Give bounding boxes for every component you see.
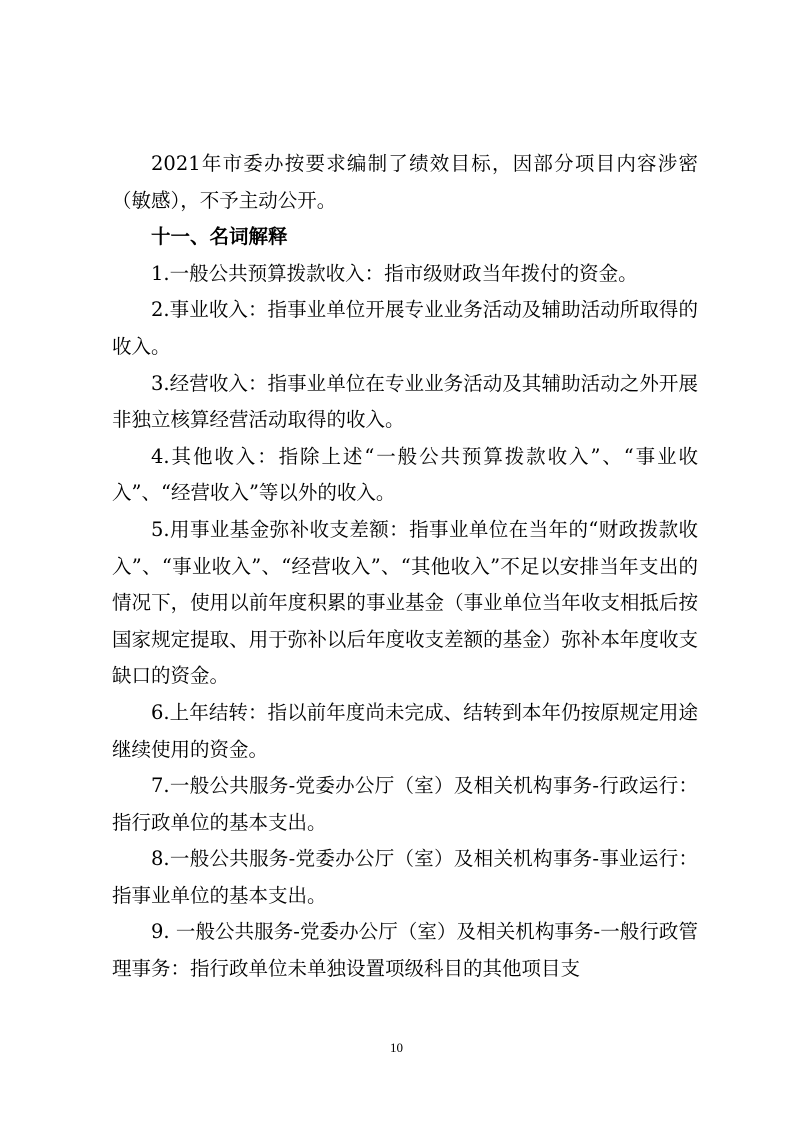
definition-item-3: 3.经营收入：指事业单位在专业业务活动及其辅助活动之外开展非独立核算经营活动取得的收入。	[112, 371, 698, 432]
page-number: 10	[390, 1040, 403, 1055]
definition-item-1: 1.一般公共预算拨款收入：指市级财政当年拨付的资金。	[151, 261, 638, 285]
section-heading-glossary: 十一、名词解释	[151, 225, 288, 249]
definition-item-9: 9. 一般公共服务-党委办公厅（室）及相关机构事务-一般行政管理事务：指行政单位未单独设置项级科目的其他项目支	[112, 920, 698, 981]
definition-item-6: 6.上年结转：指以前年度尚未完成、结转到本年仍按原规定用途继续使用的资金。	[112, 700, 698, 761]
definition-item-7: 7.一般公共服务-党委办公厅（室）及相关机构事务-行政运行：指行政单位的基本支出。	[112, 774, 698, 834]
definition-item-4: 4.其他收入：指除上述“一般公共预算拨款收入”、“事业收入”、“经营收入”等以外的收入。	[112, 444, 698, 505]
definition-item-2: 2.事业收入：指事业单位开展专业业务活动及辅助活动所取得的收入。	[112, 298, 698, 358]
definition-item-8: 8.一般公共服务-党委办公厅（室）及相关机构事务-事业运行：指事业单位的基本支出。	[112, 847, 698, 907]
paragraph-performance-note: 2021年市委办按要求编制了绩效目标，因部分项目内容涉密（敏感），不予主动公开。	[112, 152, 698, 212]
document-body	[112, 146, 698, 988]
definition-item-5: 5.用事业基金弥补收支差额：指事业单位在当年的“财政拨款收入”、“事业收入”、“经营收入”、“其他收入”不足以安排当年支出的情况下，使用以前年度积累的事业基金（事业单位当年收支相抵后按国家规定提取、用于弥补以后年度收支差额的基金）弥补本年度收支缺口的资金。	[112, 517, 698, 688]
